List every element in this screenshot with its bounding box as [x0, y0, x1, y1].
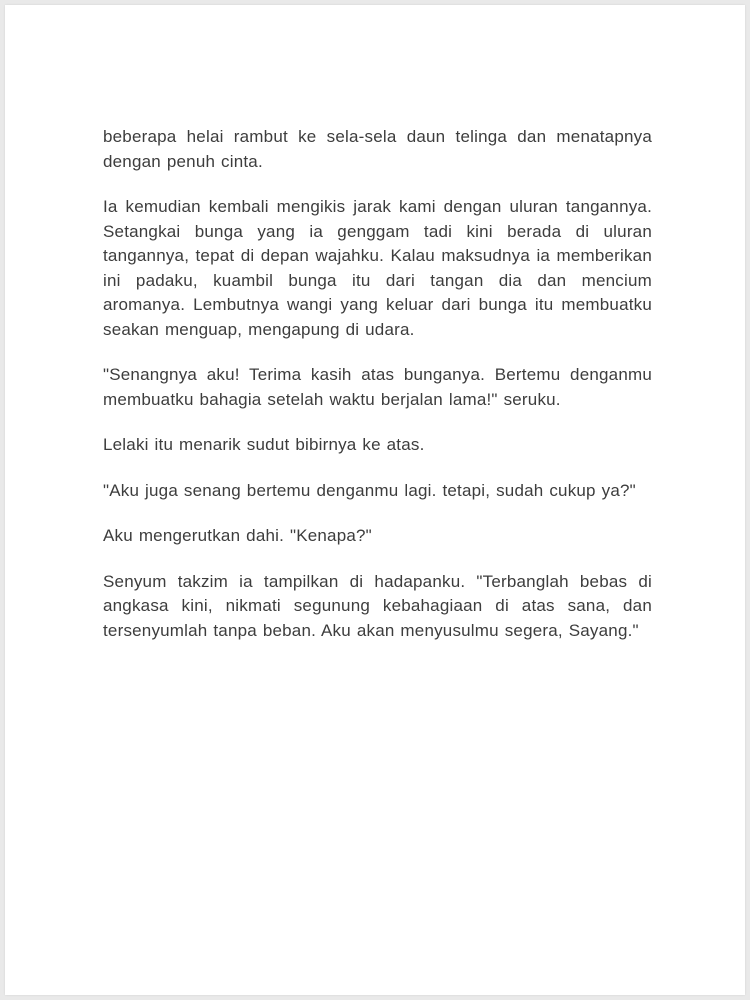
paragraph-2: Ia kemudian kembali mengikis jarak kami dengan uluran tangannya. Setangkai bunga yang ia genggam tadi kini berada di uluran tangannya, tepat di depan wajahku. Kalau maksudnya ia memberikan ini padaku, kuambil bunga itu dari tangan dia dan mencium aromanya. Lembutnya wangi yang keluar dari bunga itu membuatku seakan menguap, mengapung di udara. — [103, 197, 652, 339]
paragraph-3: "Senangnya aku! Terima kasih atas bunganya. Bertemu denganmu membuatku bahagia setelah waktu berjalan lama!" seruku. — [103, 365, 652, 409]
paragraph-6: Aku mengerutkan dahi. "Kenapa?" — [103, 526, 372, 545]
paragraph-4: Lelaki itu menarik sudut bibirnya ke atas. — [103, 435, 425, 454]
body-text — [103, 125, 652, 643]
paragraph-1: beberapa helai rambut ke sela-sela daun telinga dan menatapnya dengan penuh cinta. — [103, 127, 652, 171]
paragraph-7: Senyum takzim ia tampilkan di hadapanku. "Terbanglah bebas di angkasa kini, nikmati segunung kebahagiaan di atas sana, dan tersenyumlah tanpa beban. Aku akan menyusulmu segera, Sayang." — [103, 571, 652, 640]
paragraph-5: "Aku juga senang bertemu denganmu lagi. tetapi, sudah cukup ya?" — [103, 480, 636, 500]
document-page — [5, 5, 745, 995]
